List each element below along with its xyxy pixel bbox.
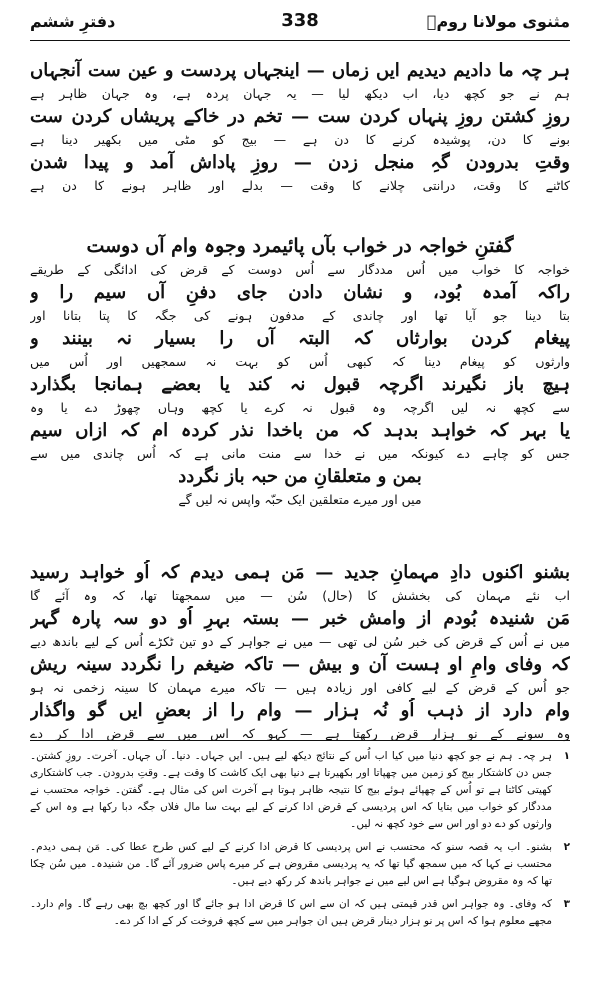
prose-line: پیغام کردن بوارثاں کہ البتہ آں را بسیار نہ بینند و: [30, 328, 570, 349]
prose-translation: سے کچھ نہ لیں اگرچہ وہ قبول نہ کرے یا کچھ وہاں چھوڑ دے یا وہ: [30, 400, 570, 415]
prose-translation: بتا دینا جو آیا تھا اور چاندی کے مدفون ہونے کی جگہ کا پتا بتانا اور: [30, 308, 570, 323]
verse-line: وام دارد از ذہب اُو نُہ ہزار — وام را از بعضِ ایں گو واگذار: [30, 700, 570, 721]
verse-translation: بونے کا دن، پوشیدہ کرنے کا دن ہے — بیج کو مٹی میں بکھیر دینا ہے: [30, 132, 570, 147]
verse-translation: وہ سونے کے نو ہزار قرض رکھتا ہے — کہو کہ اس میں سے قرض ادا کر دے: [30, 726, 570, 741]
prose-line: یا بہر کہ خواہد بدہد کہ من باخدا نذر کردہ ام کہ ازاں سیم: [30, 420, 570, 441]
verse-translation: کاٹنے کا وقت، درانتی چلانے کا وقت — بدلے اور ظاہر ہونے کا دن ہے: [30, 178, 570, 193]
prose-translation: جس کو چاہے دے کیونکہ میں نے خدا سے منت مانی ہے کہ اُس چاندی میں سے: [30, 446, 570, 461]
verse-translation: میں نے اُس کے قرض کی خبر سُن لی تھی — میں نے جواہر کے دو تین ٹکڑے اُس کے لیے باندھ دیے: [30, 634, 570, 649]
verse-translation: جو اُس کے قرض کے لیے کافی اور زیادہ ہیں — تاکہ میرے مہمان کا سینہ زخمی نہ ہو: [30, 680, 570, 695]
book-title: مثنوی مولانا رومؒ: [426, 12, 570, 31]
prose-line: بمن و متعلقانِ من حبہ باز نگردد: [178, 466, 422, 487]
footnote: [30, 839, 570, 890]
footnote-text: ہر چہ۔ ہم نے جو کچھ دنیا میں کیا اب اُس کے نتائج دیکھ لیے ہیں۔ ایں جہاں۔ دنیا۔ آں جہاں۔ آخرت۔ روزِ کشتن۔ جس دن کاشتکار بیج کو زمین میں چھپاتا اور بکھیرتا ہے دنیا بھی ایک کاشت کا وقت ہے۔ وقتِ بدرودن۔ جب کاشتکاری کھیتی کاٹتا ہے تو اُس کے چھپائے ہوئے بیج کا نتیجہ ظاہر ہوتا ہے آخرت اس کی مثال ہے۔ گفتن۔ خواجہ محتسب نے مددگار کو خواب میں بتایا کہ اس پردیسی کے قرض ادا کرنے کے لیے بہت سا مال فلاں جگہ دبا رکھا ہے وہ اس کے وارثوں کو دے دو اور اس سے خود کچھ نہ لیں۔: [30, 750, 552, 830]
verse-translation: اب نئے مہمان کی بخشش کا (حال) سُن — میں سمجھتا تھا، کہ وہ آئے گا: [30, 588, 570, 603]
verse-line: وقتِ بدرودن گہِ منجل زدن — روزِ پاداش آمد و پیدا شدن: [30, 152, 570, 173]
verses-block-1: [30, 58, 570, 196]
verse-line: ہر چہ ما دادیم دیدیم ایں زماں — اینجہاں پردست و عین ست آنجہاں: [30, 60, 570, 81]
running-header: [30, 8, 570, 38]
footnote: [30, 896, 570, 930]
verse-line: مَن شنیدہ بُودم از وامش خبر — بستہ بہرِ اُو دو سہ پارہ گہر: [30, 608, 570, 629]
footnote-mark: ۲: [563, 841, 570, 853]
page-number: 338: [281, 10, 319, 31]
footnote-rule: [30, 740, 570, 741]
section-heading: گفتنِ خواجہ در خواب بآں پائیمرد وجوہ وام آں دوست: [86, 235, 514, 257]
verse-line: روزِ کشتن روزِ پنہاں کردن ست — تخم در خاکے پریشاں کردن ست: [30, 106, 570, 127]
volume-label: دفترِ ششم: [30, 12, 116, 31]
prose-line: راکہ آمدہ بُود، و نشان دادن جای دفنِ آں سیم را و: [30, 282, 570, 303]
section-heading-translation: خواجہ کا خواب میں اُس مددگار سے اُس دوست کے قرض کی ادائگی کے طریقے: [30, 262, 570, 277]
verses-block-2: [30, 560, 570, 744]
footnote-mark: ۳: [563, 898, 570, 910]
section-heading-block: [30, 232, 570, 510]
prose-line: ہیچ باز نگیرند اگرچہ قبول نہ کند یا بعضے ہمانجا بگذارد: [30, 374, 570, 395]
footnote-mark: ۱: [563, 750, 570, 762]
verse-translation: ہم نے جو کچھ دیا، اب دیکھ لیا — یہ جہان پردہ ہے، وہ جہان ظاہر ہے: [30, 86, 570, 101]
verse-line: کہ وفای وامِ او ہست آن و بیش — تاکہ ضیغم را نگردد سینہ ریش: [30, 654, 570, 675]
prose-translation: میں اور میرے متعلقین ایک حبّہ واپس نہ لیں گے: [178, 492, 422, 507]
footnote: [30, 748, 570, 833]
footnote-text: کہ وفای۔ وہ جواہر اس قدر قیمتی ہیں کہ ان سے اس کا قرض ادا ہو جائے گا اور کچھ بچ بھی رہے گا۔ وام دارد۔ مجھے معلوم ہوا کہ اس پر نو ہزار دینار قرض ہیں ان جواہر میں سے کچھ فروخت کر کے ادا کر دے۔: [30, 898, 552, 927]
header-rule: [30, 40, 570, 41]
footnote-text: بشنو۔ اب یہ قصہ سنو کہ محتسب نے اس پردیسی کا قرض ادا کرنے کے لیے کس طرح عطا کی۔ مَن ہمی دیدم۔ محتسب نے کہا کہ میں سمجھ گیا تھا کہ یہ پردیسی مقروض ہے کر میرے پاس ضرور آئے گا۔ من شنیدہ۔ میں سُن چکا تھا کہ وہ مقروض ہوگیا ہے اس لیے میں نے جواہر باندھ کر رکھ دیے ہیں۔: [30, 841, 552, 887]
footnotes: [30, 748, 570, 930]
prose-translation: وارثوں کو پیغام دینا کہ کبھی اُس کو بہت نہ سمجھیں اور اُس میں: [30, 354, 570, 369]
verse-line: بشنو اکنوں دادِ مہمانِ جدید — مَن ہمی دیدم کہ اُو خواہد رسید: [30, 562, 570, 583]
